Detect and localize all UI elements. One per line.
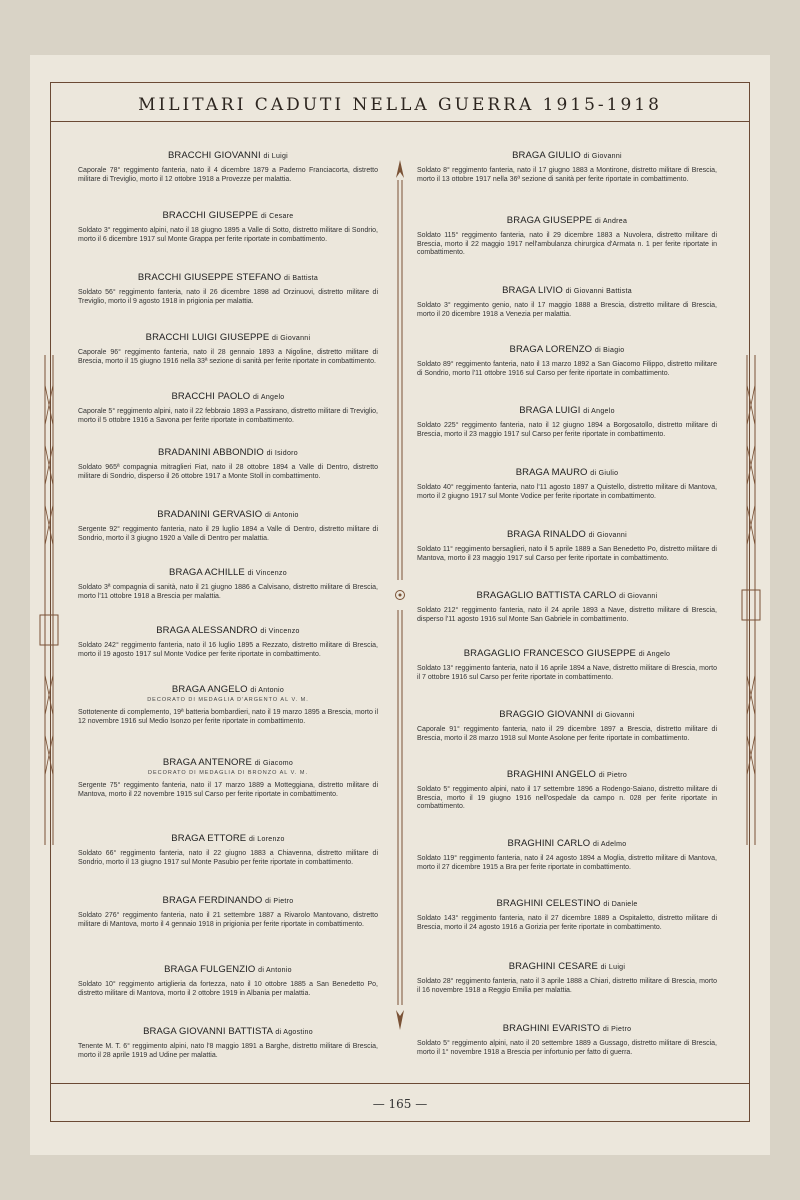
entry-name: BRAGHINI CESARE di Luigi <box>508 961 626 972</box>
page-title: MILITARI CADUTI NELLA GUERRA 1915-1918 <box>138 94 662 115</box>
entry-decoration: DECORATO DI MEDAGLIA DI BRONZO AL V. M. <box>147 770 309 776</box>
entry-name: BRAGA GIULIO di Giovanni <box>512 150 622 161</box>
entry-name: BRAGA ALESSANDRO di Vincenzo <box>156 625 300 636</box>
entry-name: BRAGAGLIO FRANCESCO GIUSEPPE di Angelo <box>463 648 671 659</box>
entry-text: Soldato 56° reggimento fanteria, nato il 26 dicembre 1898 ad Orzinuovi, distretto militare di Treviglio, morto il 9 agosto 1918 in prigionia per malattia. <box>78 289 378 305</box>
entry-name: BRAGA ANGELO di Antonio <box>171 684 285 695</box>
entry-text: Caporale 78° reggimento fanteria, nato il 4 dicembre 1879 a Paderno Franciacorta, distretto militare di Treviglio, morto il 12 ottobre 1918 a Provezze per malattia. <box>78 167 378 183</box>
entry-name: BRAGA LIVIO di Giovanni Battista <box>502 285 632 296</box>
list-item <box>78 210 378 244</box>
list-item <box>417 648 717 682</box>
list-item <box>78 964 378 998</box>
list-item <box>417 898 717 932</box>
column-divider-ornament <box>395 160 405 1030</box>
entry-name: BRAGA GIUSEPPE di Andrea <box>506 215 628 226</box>
list-item <box>417 467 717 501</box>
right-pole-ornament <box>740 345 762 855</box>
list-item <box>417 961 717 995</box>
entry-text: Tenente M. T. 6° reggimento alpini, nato l'8 maggio 1891 a Barghe, distretto militare di Brescia, morto il 28 aprile 1919 ad Udine per malattia. <box>78 1043 378 1059</box>
entry-text: Soldato 212° reggimento fanteria, nato il 24 aprile 1893 a Nave, distretto militare di Brescia, disperso l'11 agosto 1916 sul Monte San Gabriele in combattimento. <box>417 607 717 623</box>
entry-name: BRAGA MAURO di Giulio <box>515 467 619 478</box>
list-item <box>78 509 378 543</box>
entry-decoration: DECORATO DI MEDAGLIA D'ARGENTO AL V. M. <box>147 697 309 703</box>
entry-name: BRAGAGLIO BATTISTA CARLO di Giovanni <box>476 590 658 601</box>
entry-name: BRAGA FULGENZIO di Antonio <box>164 964 292 975</box>
entry-text: Soldato 242° reggimento fanteria, nato il 16 luglio 1895 a Rezzato, distretto militare di Brescia, morto il 19 agosto 1917 sul Monte Vodice per ferite riportate in combattimento. <box>78 642 378 658</box>
entry-text: Soldato 8° reggimento fanteria, nato il 17 giugno 1883 a Montirone, distretto militare di Brescia, morto il 13 ottobre 1917 nella 36ª sezione di sanità per ferite riportate in combattimento. <box>417 167 717 183</box>
list-item <box>417 344 717 378</box>
list-item <box>417 709 717 743</box>
header-band <box>50 82 750 122</box>
entry-name: BRAGA LUIGI di Angelo <box>519 405 615 416</box>
entry-name: BRACCHI GIUSEPPE di Cesare <box>162 210 294 221</box>
list-item <box>78 625 378 659</box>
entry-text: Soldato 115° reggimento fanteria, nato il 29 dicembre 1883 a Nuvolera, distretto militare di Brescia, morto il 22 maggio 1917 nell'ambulanza chirurgica d'Armata n. 1 per ferite riportate in combattimento. <box>417 232 717 256</box>
list-item <box>78 757 378 799</box>
entry-text: Soldato 143° reggimento fanteria, nato il 27 dicembre 1889 a Ospitaletto, distretto militare di Brescia, morto il 24 agosto 1916 a Gorizia per ferite riportate in combattimento. <box>417 915 717 931</box>
entry-text: Sergente 92° reggimento fanteria, nato il 29 luglio 1894 a Valle di Dentro, distretto militare di Sondrio, morto il 3 giugno 1920 a Valle di Dentro per malattia. <box>78 526 378 542</box>
entry-name: BRADANINI ABBONDIO di Isidoro <box>158 447 298 458</box>
left-pole-ornament <box>38 345 60 855</box>
entry-text: Soldato 276° reggimento fanteria, nato il 21 settembre 1887 a Rivarolo Mantovano, distretto militare di Mantova, morto il 4 gennaio 1918 in prigionia per ferite riportate in combattimento. <box>78 912 378 928</box>
list-item <box>417 838 717 872</box>
entry-text: Soldato 5° reggimento alpini, nato il 17 settembre 1896 a Rodengo-Saiano, distretto militare di Brescia, morto il 19 giugno 1916 nell'ospedale da campo n. 028 per ferite riportate in combattimento. <box>417 786 717 810</box>
entry-name: BRAGA GIOVANNI BATTISTA di Agostino <box>143 1026 313 1037</box>
entry-name: BRACCHI PAOLO di Angelo <box>171 391 285 402</box>
entry-name: BRACCHI LUIGI GIUSEPPE di Giovanni <box>145 332 311 343</box>
entry-name: BRAGA LORENZO di Biagio <box>509 344 625 355</box>
entry-text: Sergente 75° reggimento fanteria, nato il 17 marzo 1889 a Motteggiana, distretto militare di Mantova, morto il 22 novembre 1915 sul Carso per ferite riportate in combattimento. <box>78 782 378 798</box>
list-item <box>417 529 717 563</box>
entry-text: Caporale 91° reggimento fanteria, nato il 29 dicembre 1897 a Brescia, distretto militare di Brescia, morto il 28 marzo 1918 sul Monte Asolone per ferite riportate in combattimento. <box>417 726 717 742</box>
entry-text: Soldato 11° reggimento bersaglieri, nato il 5 aprile 1889 a San Benedetto Po, distretto militare di Mantova, morto il 23 maggio 1917 sul Carso per ferite riportate in combattimento. <box>417 546 717 562</box>
list-item <box>78 447 378 481</box>
list-item <box>417 590 717 624</box>
entry-text: Soldato 3° reggimento genio, nato il 17 maggio 1888 a Brescia, distretto militare di Brescia, morto il 20 dicembre 1918 a Venezia per malattia. <box>417 302 717 318</box>
entry-text: Soldato 225° reggimento fanteria, nato il 12 giugno 1894 a Borgosatollo, distretto militare di Brescia, morto il 23 maggio 1917 sul Carso per ferite riportate in combattimento. <box>417 422 717 438</box>
entry-name: BRAGA ETTORE di Lorenzo <box>171 833 285 844</box>
entry-text: Sottotenente di complemento, 19ª batteria bombardieri, nato il 19 marzo 1895 a Brescia, morto il 12 novembre 1916 sul Medio Isonzo per ferite riportate in combattimento. <box>78 709 378 725</box>
entry-text: Soldato 89° reggimento fanteria, nato il 13 marzo 1892 a San Giacomo Filippo, distretto militare di Sondrio, morto l'11 ottobre 1916 sul Carso per ferite riportate in combattimento. <box>417 361 717 377</box>
entry-text: Soldato 965ª compagnia mitraglieri Fiat, nato il 28 ottobre 1894 a Valle di Dentro, distretto militare di Sondrio, disperso il 26 ottobre 1917 a Monte Stoll in combattimento. <box>78 464 378 480</box>
entry-name: BRACCHI GIOVANNI di Luigi <box>167 150 289 161</box>
entry-name: BRAGHINI EVARISTO di Pietro <box>502 1023 632 1034</box>
list-item <box>417 769 717 812</box>
list-item <box>78 1026 378 1060</box>
list-item <box>78 833 378 867</box>
footer-band <box>50 1083 750 1123</box>
list-item <box>78 391 378 425</box>
list-item <box>417 1023 717 1057</box>
entry-text: Soldato 13° reggimento fanteria, nato il 16 aprile 1894 a Nave, distretto militare di Brescia, morto il 7 ottobre 1916 sul Carso per ferite riportate in combattimento. <box>417 665 717 681</box>
entry-name: BRAGA RINALDO di Giovanni <box>507 529 627 540</box>
entry-text: Soldato 119° reggimento fanteria, nato il 24 agosto 1894 a Moglia, distretto militare di Mantova, morto il 27 dicembre 1915 a Bra per ferite riportate in combattimento. <box>417 855 717 871</box>
entry-name: BRAGGIO GIOVANNI di Giovanni <box>499 709 635 720</box>
entry-text: Soldato 10° reggimento artiglieria da fortezza, nato il 10 ottobre 1885 a San Benedetto Po, distretto militare di Mantova, morto il 2 ottobre 1919 in Albania per malattia. <box>78 981 378 997</box>
entry-name: BRAGHINI ANGELO di Pietro <box>506 769 628 780</box>
entry-name: BRAGA FERDINANDO di Pietro <box>162 895 294 906</box>
entry-text: Soldato 40° reggimento fanteria, nato l'11 agosto 1897 a Quistello, distretto militare di Mantova, morto il 2 giugno 1917 sul Monte Vodice per ferite riportate in combattimento. <box>417 484 717 500</box>
list-item <box>78 332 378 366</box>
list-item <box>417 150 717 184</box>
entry-text: Soldato 3° reggimento alpini, nato il 18 giugno 1895 a Valle di Sotto, distretto militare di Sondrio, morto il 6 dicembre 1917 sul Monte Grappa per ferite riportate in combattimento. <box>78 227 378 243</box>
list-item <box>78 150 378 184</box>
entry-name: BRAGHINI CELESTINO di Daniele <box>496 898 638 909</box>
entry-text: Soldato 28° reggimento fanteria, nato il 3 aprile 1888 a Chiari, distretto militare di Brescia, morto il 16 novembre 1918 a Reggio Emilia per malattia. <box>417 978 717 994</box>
entry-text: Soldato 5° reggimento alpini, nato il 20 settembre 1889 a Gussago, distretto militare di Brescia, morto il 1° novembre 1918 a Brescia per infortunio per fatto di guerra. <box>417 1040 717 1056</box>
list-item <box>78 895 378 929</box>
entry-name: BRAGA ANTENORE di Giacomo <box>162 757 294 768</box>
entry-text: Caporale 96° reggimento fanteria, nato il 28 gennaio 1893 a Nigoline, distretto militare di Brescia, morto il 15 giugno 1916 nella 33ª sezione di sanità per ferite riportate in combattimento. <box>78 349 378 365</box>
entry-name: BRACCHI GIUSEPPE STEFANO di Battista <box>137 272 319 283</box>
list-item <box>417 405 717 439</box>
list-item <box>417 285 717 319</box>
entry-name: BRADANINI GERVASIO di Antonio <box>157 509 299 520</box>
entry-name: BRAGA ACHILLE di Vincenzo <box>169 567 287 578</box>
list-item <box>417 215 717 258</box>
list-item <box>78 272 378 306</box>
entry-text: Caporale 5° reggimento alpini, nato il 22 febbraio 1893 a Passirano, distretto militare di Treviglio, morto il 5 ottobre 1916 a Savona per ferite riportate in combattimento. <box>78 408 378 424</box>
entry-text: Soldato 66° reggimento fanteria, nato il 22 giugno 1883 a Chiavenna, distretto militare di Sondrio, morto il 13 giugno 1917 sul Monte Pasubio per ferite riportate in combattimento. <box>78 850 378 866</box>
list-item <box>78 567 378 601</box>
page-number: — 165 — <box>372 1096 428 1111</box>
entry-name: BRAGHINI CARLO di Adelmo <box>507 838 627 849</box>
list-item <box>78 684 378 726</box>
entry-text: Soldato 3ª compagnia di sanità, nato il 21 giugno 1886 a Calvisano, distretto militare di Brescia, morto l'11 ottobre 1918 a Brescia per malattia. <box>78 584 378 600</box>
